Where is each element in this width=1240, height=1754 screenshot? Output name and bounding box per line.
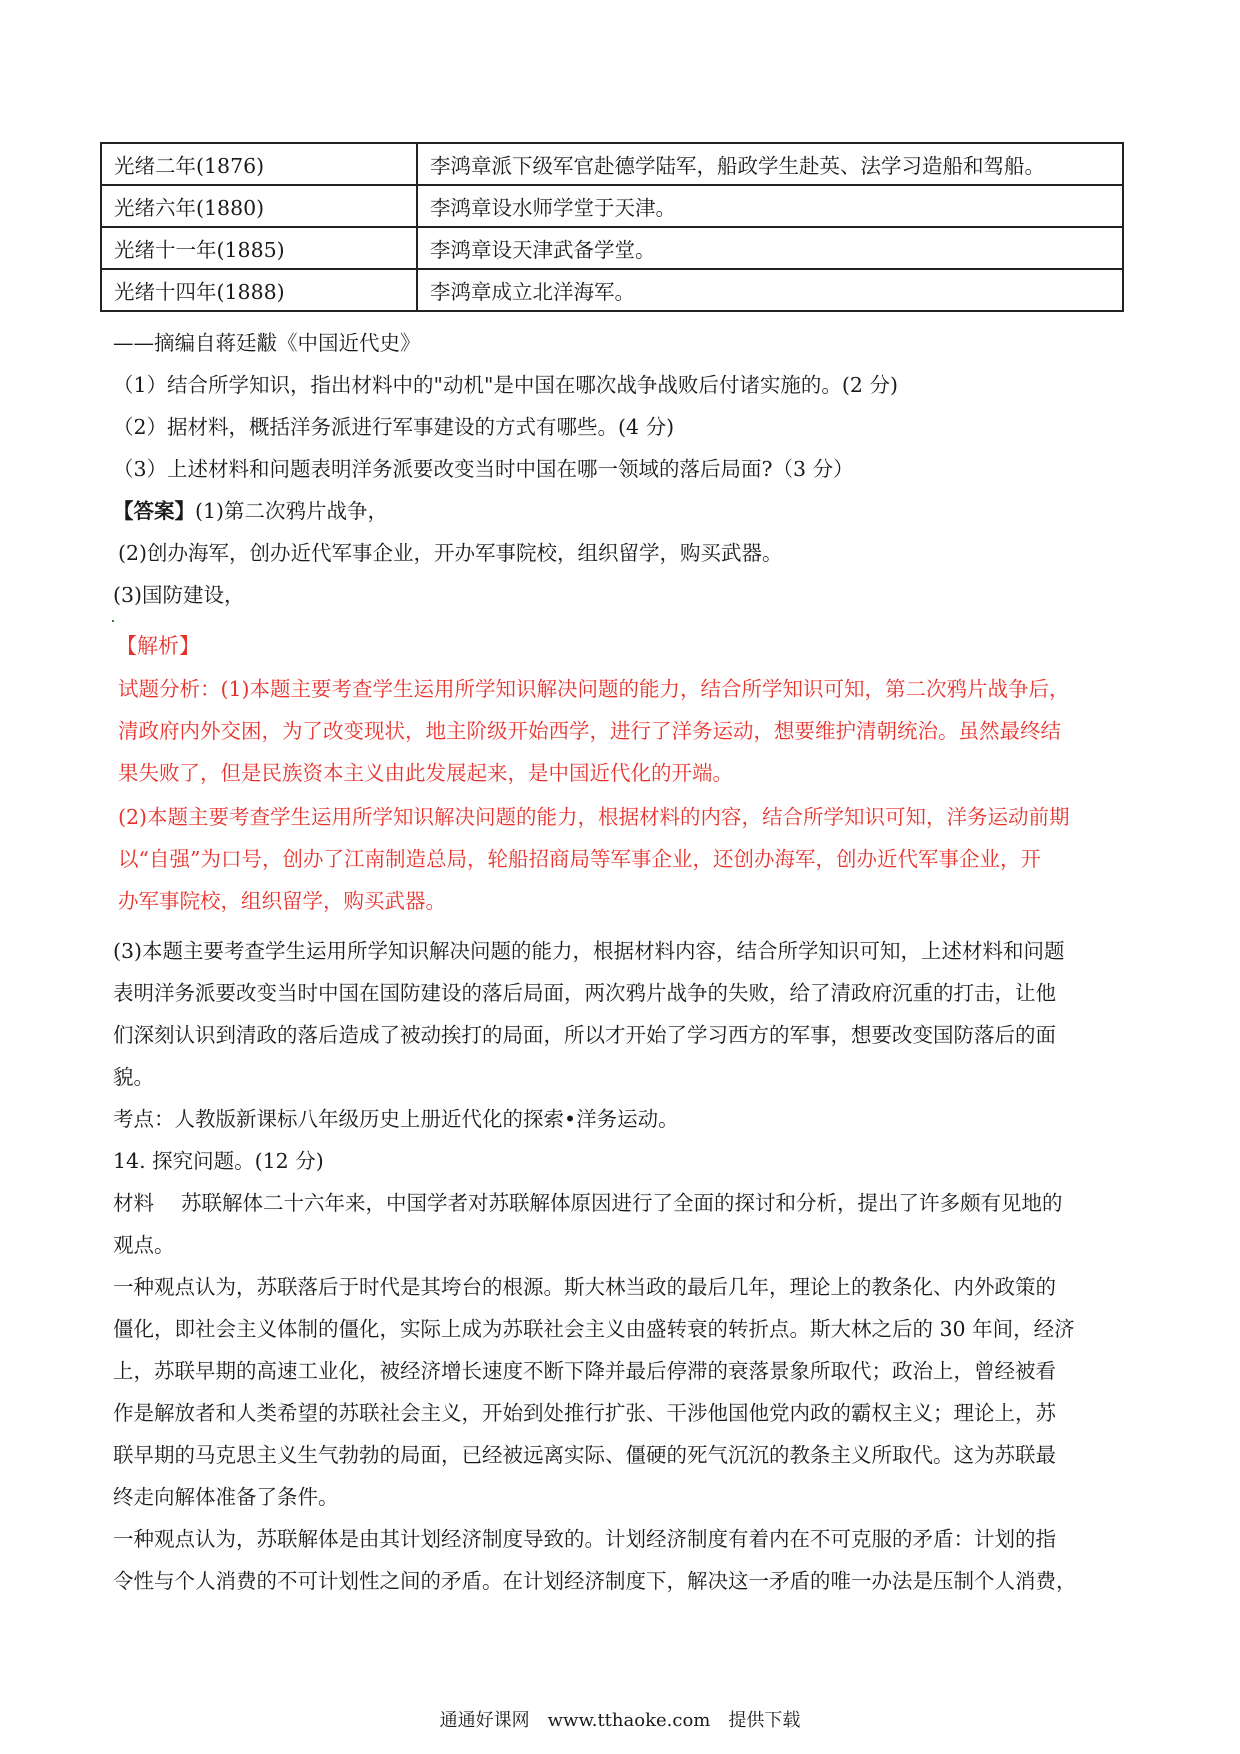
material-line: 上，苏联早期的高速工业化，被经济增长速度不断下降并最后停滞的衰落景象所取代；政治上，曾经被看	[113, 1359, 1056, 1383]
table-row	[101, 185, 1123, 227]
analysis-red-line: 以“自强”为口号，创办了江南制造总局，轮船招商局等军事企业，还创办海军，创办近代军事企业，开	[118, 847, 1041, 871]
answer-line-3: (3)国防建设，	[113, 583, 245, 607]
material-line: 终走向解体准备了条件。	[113, 1485, 339, 1509]
question-14-title: 14. 探究问题。(12 分)	[113, 1149, 324, 1173]
exam-point: 考点：人教版新课标八年级历史上册近代化的探索•洋务运动。	[113, 1107, 679, 1131]
material-line: 联早期的马克思主义生气勃勃的局面，已经被远离实际、僵硬的死气沉沉的教条主义所取代。这为苏联最	[113, 1443, 1056, 1467]
question-1: （1）结合所学知识，指出材料中的"动机"是中国在哪次战争战败后付诸实施的。(2 分)	[113, 373, 898, 397]
table-cell-year: 光绪六年(1880)	[101, 185, 417, 227]
page-footer: 通通好课网 www.tthaoke.com 提供下载	[439, 1710, 801, 1731]
table-cell-event: 李鸿章成立北洋海军。	[417, 269, 1123, 311]
material-line: 一种观点认为，苏联落后于时代是其垮台的根源。斯大林当政的最后几年，理论上的教条化、内外政策的	[113, 1275, 1056, 1299]
answer-heading: 【答案】	[113, 499, 195, 523]
analysis-line: (3)本题主要考查学生运用所学知识解决问题的能力，根据材料内容，结合所学知识可知，上述材料和问题	[113, 939, 1065, 963]
answer-line-2: (2)创办海军，创办近代军事企业，开办军事院校，组织留学，购买武器。	[118, 541, 783, 565]
material-line: 令性与个人消费的不可计划性之间的矛盾。在计划经济制度下，解决这一矛盾的唯一办法是压制个人消费，	[113, 1569, 1077, 1593]
question-3: （3）上述材料和问题表明洋务派要改变当时中国在哪一领域的落后局面?（3 分）	[113, 457, 854, 481]
material-line: 一种观点认为，苏联解体是由其计划经济制度导致的。计划经济制度有着内在不可克服的矛盾：计划的指	[113, 1527, 1056, 1551]
analysis-line: 表明洋务派要改变当时中国在国防建设的落后局面，两次鸦片战争的失败，给了清政府沉重的打击，让他	[113, 981, 1056, 1005]
table-cell-event: 李鸿章派下级军官赴德学陆军，船政学生赴英、法学习造船和驾船。	[417, 143, 1123, 185]
table-row	[101, 227, 1123, 269]
timeline-table	[100, 142, 1124, 312]
analysis-red-line: 清政府内外交困，为了改变现状，地主阶级开始西学，进行了洋务运动，想要维护清朝统治。虽然最终结	[118, 719, 1061, 743]
table-cell-year: 光绪十一年(1885)	[101, 227, 417, 269]
table-row	[101, 269, 1123, 311]
analysis-red-line: 果失败了，但是民族资本主义由此发展起来，是中国近代化的开端。	[118, 761, 733, 785]
table-cell-event: 李鸿章设水师学堂于天津。	[417, 185, 1123, 227]
answer-line-1	[113, 494, 388, 524]
analysis-red-line: 试题分析：(1)本题主要考查学生运用所学知识解决问题的能力，结合所学知识可知，第二次鸦片战争后，	[118, 677, 1070, 701]
table-cell-year: 光绪十四年(1888)	[101, 269, 417, 311]
question-2: （2）据材料，概括洋务派进行军事建设的方式有哪些。(4 分)	[113, 415, 675, 439]
material-line: 僵化，即社会主义体制的僵化，实际上成为苏联社会主义由盛转衰的转折点。斯大林之后的 30 年间，经济	[113, 1317, 1075, 1341]
answer-text: (1)第二次鸦片战争，	[195, 499, 389, 523]
material-line: 材料 苏联解体二十六年来，中国学者对苏联解体原因进行了全面的探讨和分析，提出了许多颇有见地的	[113, 1191, 1063, 1215]
source-citation: ——摘编自蒋廷黻《中国近代史》	[113, 331, 421, 355]
material-line: 观点。	[113, 1233, 175, 1257]
analysis-red-line: 办军事院校，组织留学，购买武器。	[118, 889, 446, 913]
table-cell-event: 李鸿章设天津武备学堂。	[417, 227, 1123, 269]
analysis-line: 们深刻认识到清政的落后造成了被动挨打的局面，所以才开始了学习西方的军事，想要改变国防落后的面	[113, 1023, 1056, 1047]
table-cell-year: 光绪二年(1876)	[101, 143, 417, 185]
table-row	[101, 143, 1123, 185]
analysis-red-line: (2)本题主要考查学生运用所学知识解决问题的能力，根据材料的内容，结合所学知识可知，洋务运动前期	[118, 805, 1070, 829]
stray-mark	[112, 620, 114, 622]
analysis-line: 貌。	[113, 1065, 154, 1089]
material-line: 作是解放者和人类希望的苏联社会主义，开始到处推行扩张、干涉他国他党内政的霸权主义；理论上，苏	[113, 1401, 1056, 1425]
analysis-heading: 【解析】	[116, 634, 200, 658]
